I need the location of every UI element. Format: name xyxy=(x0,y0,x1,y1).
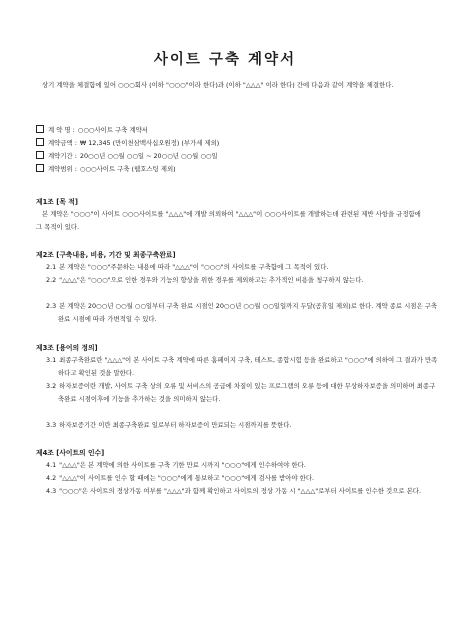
clause-4-3 xyxy=(46,485,438,498)
checkbox-icon xyxy=(36,151,44,159)
summary-label: 계약기간 : xyxy=(48,152,77,160)
summary-row-period xyxy=(36,150,426,163)
clause-2-2 xyxy=(46,274,438,287)
checkbox-icon xyxy=(36,164,44,172)
contract-summary xyxy=(36,124,426,176)
clause-text: 본 계약은 "○○○"주문하는 내용에 따라 "△△△"이 "○○○"의 사이트를 구축함에 그 목적이 있다. xyxy=(59,263,329,271)
summary-value: ○○○사이트 구축 (웹호스팅 제외) xyxy=(79,165,176,173)
summary-row-amount xyxy=(36,137,426,150)
document-title: 사이트 구축 계약서 xyxy=(153,52,297,68)
clause-number: 4.1 xyxy=(46,461,57,469)
clause-3-2 xyxy=(46,380,438,406)
clause-text: 하자보증기간 이란 최종구축완료 일로부터 하자보증이 만료되는 시점까지를 뜻한다. xyxy=(59,421,292,429)
summary-row-scope xyxy=(36,163,426,176)
clause-number: 4.3 xyxy=(46,487,57,495)
clause-number: 2.1 xyxy=(46,263,57,271)
summary-value: 20○○년 ○○월 ○○일 ~ 20○○년 ○○월 ○○일 xyxy=(79,152,218,160)
article-3-title: 제3조 [용어의 정의] xyxy=(36,344,98,352)
summary-label: 계 약 명 : xyxy=(48,126,75,134)
summary-value: ₩ 12,345 (만이천삼백사십오원정) (부가세 제외) xyxy=(79,139,220,147)
checkbox-icon xyxy=(36,138,44,146)
clause-2-3 xyxy=(46,300,438,326)
clause-text: "○○○"은 사이트의 정상가동 여부를 "△△△"과 함께 확인하고 사이트의 정상 가동 시 "△△△"로부터 사이트를 인수한 것으로 본다. xyxy=(59,487,421,495)
clause-text: "△△△"은 "○○○"으로 인한 경우와 기능의 향상을 위한 경우를 제외하고는 추가적인 비용을 청구하지 않는다. xyxy=(59,276,364,284)
clause-text: "△△△"은 본 계약에 의한 사이트를 구축 기한 만료 시까지 "○○○"에게 인수하여야 한다. xyxy=(59,461,306,469)
clause-3-1 xyxy=(46,354,438,380)
clause-4-2 xyxy=(46,472,438,485)
article-4-title: 제4조 [사이트의 인수] xyxy=(36,449,105,457)
clause-text: "△△△"이 사이트를 인수 할 때에는 "○○○"에게 통보하고 "○○○"에게 검사를 받아야 한다. xyxy=(59,474,315,482)
clause-text: 하자보증이란 개발, 사이트 구축 상의 오류 및 서비스의 공급에 차질이 있는 프로그램의 오류 등에 대한 무상하자보증을 의미하며 최종구축완료 시점이후에 기능을 추가하는 것을 의미하지 않는다. xyxy=(58,382,436,403)
clause-number: 3.3 xyxy=(46,421,57,429)
clause-number: 2.2 xyxy=(46,276,57,284)
clause-text: 본 계약은 20○○년 ○○월 ○○일부터 구축 완료 시점인 20○○년 ○○월 ○○일일까지 두달(공휴일 제외)로 한다. 계약 종료 시점은 구축 완료 시점에 따라 가변적일 수 있다. xyxy=(58,302,438,323)
summary-row-name xyxy=(36,124,426,137)
clause-number: 2.3 xyxy=(46,302,57,310)
intro-paragraph: 상기 계약을 체결함에 있어 ○○○회사 (이하 "○○○"이라 한다)과 (이하 "△△△" 이라 한다) 간에 다음과 같이 계약을 체결한다. xyxy=(42,81,394,89)
clause-number: 4.2 xyxy=(46,474,57,482)
article-1-title: 제1조 [목 적] xyxy=(36,198,78,206)
article-2-title: 제2조 [구축내용, 비용, 기간 및 최종구축완료] xyxy=(36,251,176,259)
summary-value: ○○○사이트 구축 계약서 xyxy=(77,126,148,134)
clause-text: 최종구축완료란 "△△△"이 본 사이트 구축 계약에 따른 홈페이지 구축, 테스트, 종합시험 등을 완료하고 "○○○"에 의하여 그 결과가 만족하다고 확인된 것을 말한다. xyxy=(58,356,438,377)
clause-4-1 xyxy=(46,459,438,472)
summary-label: 계약범위 : xyxy=(48,165,77,173)
clause-2-1 xyxy=(46,261,438,274)
article-1-body: 본 계약은 "○○○"이 사이트 ○○○사이트를 "△△△"에 개발 의뢰하여 "△△△"이 ○○○사이트를 개발하는데 관련된 제반 사항을 규정함에 그 목적이 있다. xyxy=(36,210,421,231)
clause-3-3 xyxy=(46,419,438,432)
summary-label: 계약금액 : xyxy=(48,139,77,147)
clause-number: 3.1 xyxy=(46,356,57,364)
clause-number: 3.2 xyxy=(46,382,57,390)
checkbox-icon xyxy=(36,125,44,133)
